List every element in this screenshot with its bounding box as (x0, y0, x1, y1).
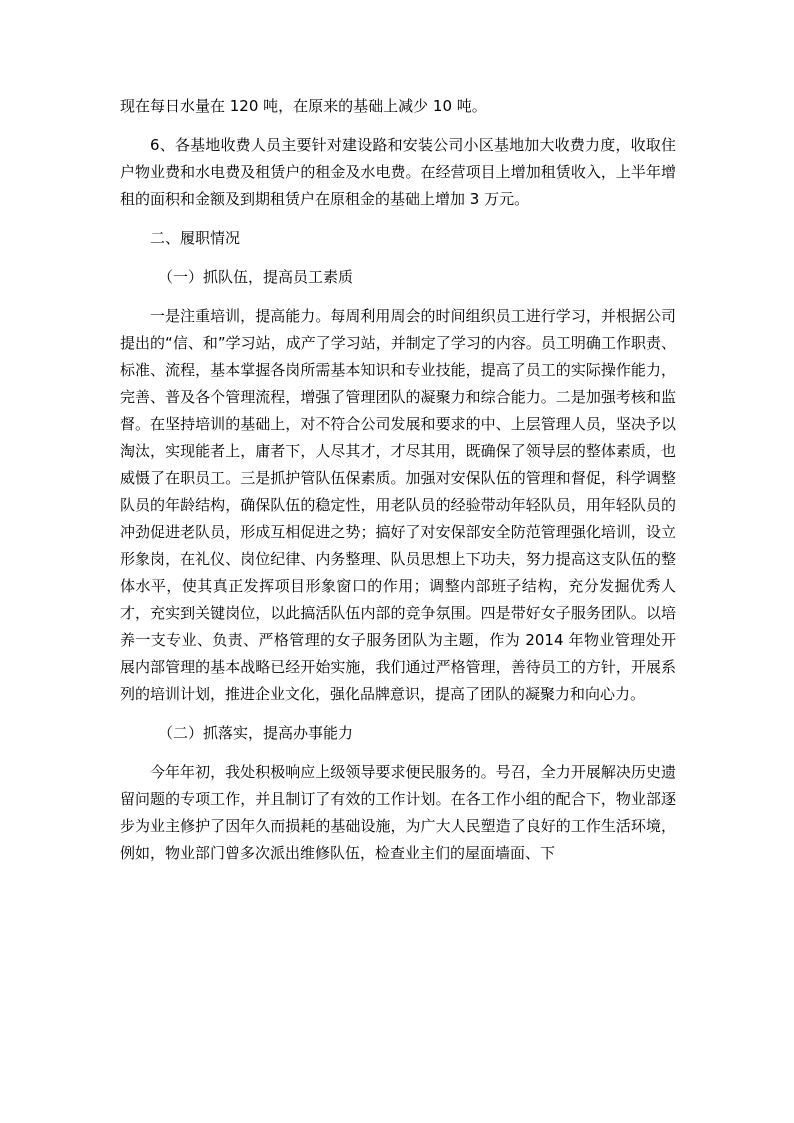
subsection-heading-team: （一）抓队伍，提高员工素质 (158, 268, 354, 286)
paragraph-fee-collection: 6、各基地收费人员主要针对建设路和安装公司小区基地加大收费力度，收取住户物业费和水电费及租赁户的租金及水电费。在经营项目上增加租赁收入，上半年增租的面积和金额及到期租赁户在原租金的基础上增加 3 万元。 (120, 136, 676, 208)
paragraph-implementation: 今年年初，我处积极响应上级领导要求便民服务的。号召，全力开展解决历史遗留问题的专项工作，并且制订了有效的工作计划。在各工作小组的配合下，物业部逐步为业主修护了因年久而损耗的基础设施，为广大人民塑造了良好的工作生活环境，例如，物业部门曾多次派出维修队伍，检查业主们的屋面墙面、下 (120, 763, 676, 862)
subsection-heading-implementation: （二）抓落实，提高办事能力 (158, 724, 354, 742)
paragraph-water-usage: 现在每日水量在 120 吨，在原来的基础上减少 10 吨。 (120, 97, 487, 115)
document-page (120, 93, 676, 867)
paragraph-team-building: 一是注重培训，提高能力。每周利用周会的时间组织员工进行学习，并根据公司提出的“信、和”学习站，成产了学习站，并制定了学习的内容。员工明确工作职责、标准、流程，基本掌握各岗所需基本知识和专业技能，提高了员工的实际操作能力，完善、普及各个管理流程，增强了管理团队的凝聚力和综合能力。二是加强考核和监督。在坚持培训的基础上，对不符合公司发展和要求的中、上层管理人员，坚决予以淘汰，实现能者上，庸者下，人尽其才，才尽其用，既确保了领导层的整体素质，也威慑了在职员工。三是抓护管队伍保素质。加强对安保队伍的管理和督促，科学调整队员的年龄结构，确保队伍的稳定性，用老队员的经验带动年轻队员，用年轻队员的冲劲促进老队员，形成互相促进之势；搞好了对安保部安全防范管理强化培训，设立形象岗，在礼仪、岗位纪律、内务整理、队员思想上下功夫，努力提高这支队伍的整体水平，使其真正发挥项目形象窗口的作用；调整内部班子结构，充分发掘优秀人才，充实到关键岗位，以此搞活队伍内部的竞争氛围。四是带好女子服务团队。以培养一支专业、负责、严格管理的女子服务团队为主题，作为 2014 年物业管理处开展内部管理的基本战略已经开始实施，我们通过严格管理，善待员工的方针，开展系列的培训计划，推进企业文化，强化品牌意识，提高了团队的凝聚力和向心力。 (120, 307, 676, 703)
section-heading-duties: 二、履职情况 (150, 229, 241, 247)
